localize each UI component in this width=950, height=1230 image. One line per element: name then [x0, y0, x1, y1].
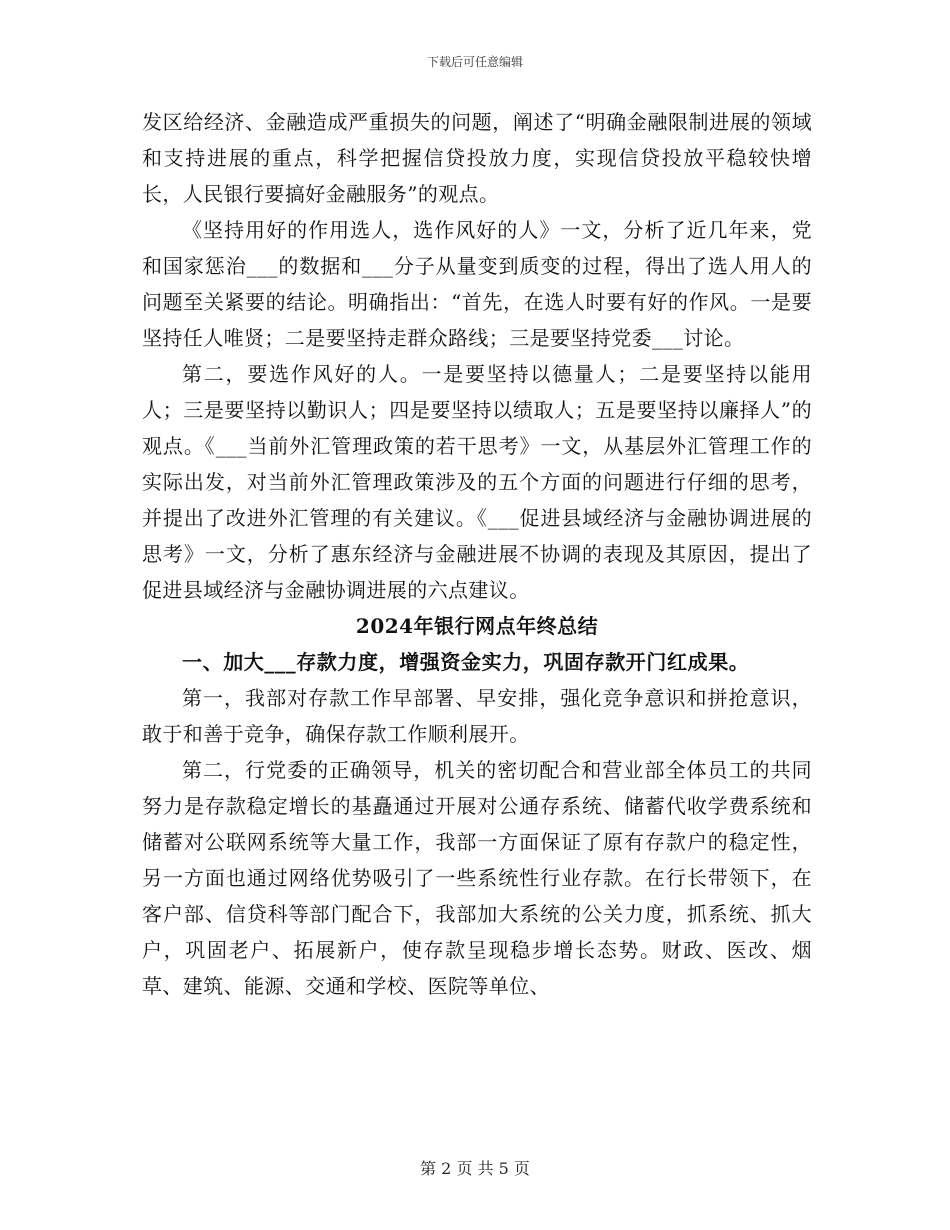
paragraph-4: 第一，我部对存款工作早部署、早安排，强化竞争意识和拼抢意识，敢于和善于竞争，确保存款工作顺利展开。 [142, 686, 812, 746]
document-body [142, 104, 812, 1004]
paragraph-3: 第二，要选作风好的人。一是要坚持以德量人；二是要坚持以能用人；三是要坚持以勤识人；四是要坚持以绩取人；五是要坚持以廉择人”的观点。《___当前外汇管理政策的若干思考》一文，从基层外汇管理工作的实际出发，对当前外汇管理政策涉及的五个方面的问题进行仔细的思考，并提出了改进外汇管理的有关建议。《___促进县域经济与金融协调进展的思考》一文，分析了惠东经济与金融进展不协调的表现及其原因，提出了促进县域经济与金融协调进展的六点建议。 [142, 362, 812, 602]
section-title: 2024年银行网点年终总结 [355, 614, 599, 638]
section-subheading: 一、加大___存款力度，增强资金实力，巩固存款开门红成果。 [182, 650, 750, 674]
paragraph-1: 发区给经济、金融造成严重损失的问题，阐述了“明确金融限制进展的领域和支持进展的重点，科学把握信贷投放力度，实现信贷投放平稳较快增长，人民银行要搞好金融服务”的观点。 [142, 110, 812, 206]
paragraph-2: 《坚持用好的作用选人，选作风好的人》一文，分析了近几年来，党和国家惩治___的数据和___分子从量变到质变的过程，得出了选人用人的问题至关紧要的结论。明确指出：“首先，在选人时要有好的作风。一是要坚持任人唯贤；二是要坚持走群众路线；三是要坚持党委___讨论。 [142, 218, 812, 350]
page-indicator: 第 2 页 共 5 页 [420, 1159, 530, 1178]
header-note: 下载后可任意编辑 [426, 55, 523, 69]
paragraph-5: 第二，行党委的正确领导，机关的密切配合和营业部全体员工的共同努力是存款稳定增长的基矗通过开展对公通存系统、储蓄代收学费系统和储蓄对公联网系统等大量工作，我部一方面保证了原有存款户的稳定性，另一方面也通过网络优势吸引了一些系统性行业存款。在行长带领下，在客户部、信贷科等部门配合下，我部加大系统的公关力度，抓系统、抓大户，巩固老户、拓展新户，使存款呈现稳步增长态势。财政、医改、烟草、建筑、能源、交通和学校、医院等单位、 [142, 758, 812, 998]
